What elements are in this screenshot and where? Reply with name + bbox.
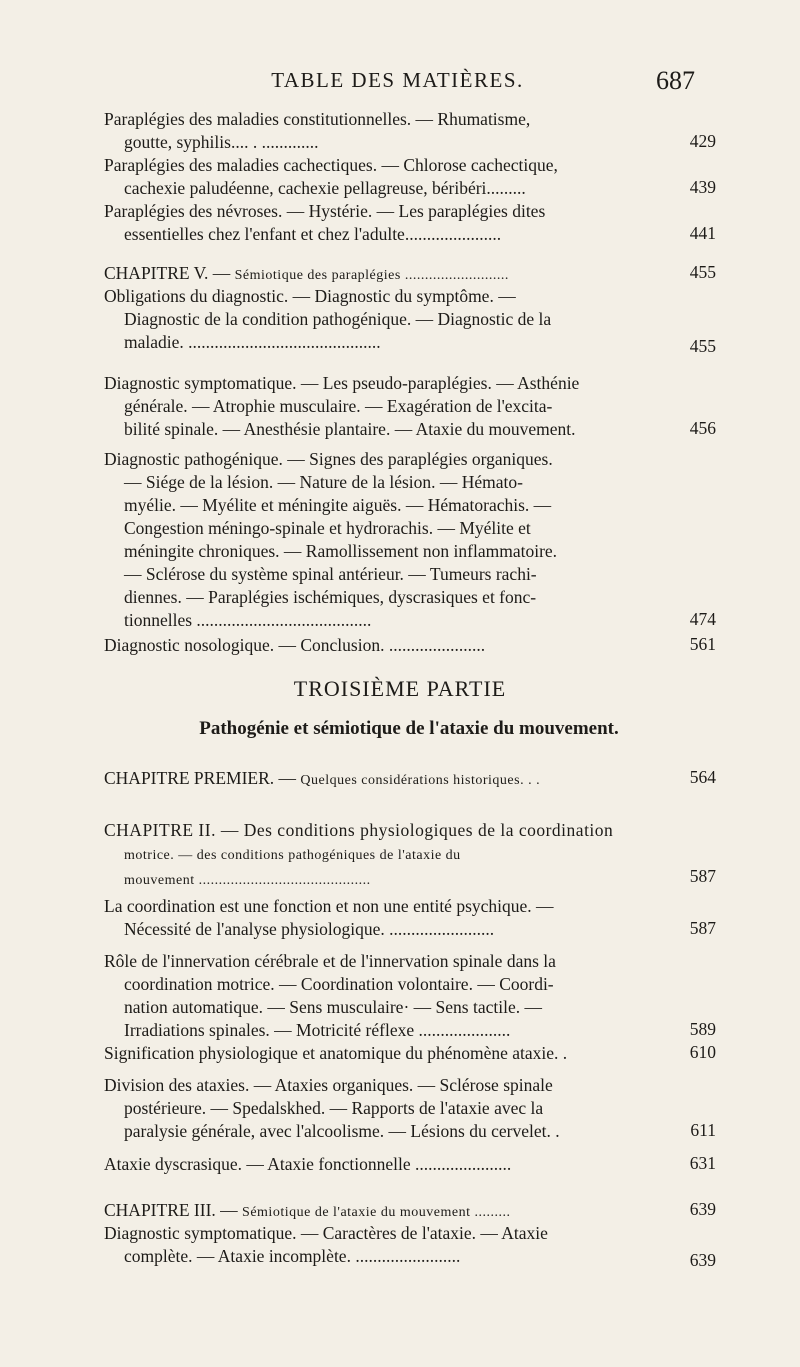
toc-entry-text: coordination motrice. — Coordination volontaire. — Coordi- [124,974,554,994]
toc-entry-text: Nécessité de l'analyse physiologique. ........................ [124,919,495,939]
toc-entry-text: méningite chroniques. — Ramollissement non inflammatoire. [124,541,558,561]
toc-entry-text: Diagnostic pathogénique. — Signes des paraplégies organiques. [104,449,553,469]
toc-entry-text: Diagnostic de la condition pathogénique. — Diagnostic de la [124,309,552,329]
toc-page-number: 564 [689,767,716,787]
toc-entry [104,154,652,200]
toc-entry [104,1153,652,1176]
toc-entry [104,372,652,441]
toc-entry-text: Obligations du diagnostic. — Diagnostic du symptôme. — [104,286,516,306]
toc-entry-text: — Siége de la lésion. — Nature de la lésion. — Hémato- [124,472,523,492]
toc-entry-text: goutte, syphilis.... . ............. [124,132,319,152]
page-folio: 687 [656,66,695,95]
toc-entry-text: diennes. — Paraplégies ischémiques, dyscrasiques et fonc- [124,587,537,607]
toc-entry [104,634,652,657]
toc-entry-text: maladie. ............................................ [124,332,381,352]
toc-entry-text: Paraplégies des névroses. — Hystérie. — Les paraplégies dites [104,201,546,221]
chapter-label: CHAPITRE III. — [104,1200,238,1220]
toc-entry [104,108,652,154]
toc-page-number: 631 [689,1153,716,1173]
chapter-title: mouvement ........................................... [124,873,371,888]
toc-entry-text: essentielles chez l'enfant et chez l'adulte...................... [124,224,502,244]
running-title: TABLE DES MATIÈRES. [271,68,524,92]
toc-page-number: 439 [689,177,716,197]
chapter-heading [104,1199,664,1224]
toc-entry-text: nation automatique. — Sens musculaire· — Sens tactile. — [124,997,542,1017]
chapter-label: CHAPITRE PREMIER. — [104,768,297,788]
toc-entry-text: Paraplégies des maladies cachectiques. — Chlorose cachectique, [104,155,558,175]
toc-page-number: 456 [689,418,716,438]
toc-entry-text: postérieure. — Spedalskhed. — Rapports de l'ataxie avec la [124,1098,544,1118]
toc-page-number: 561 [689,634,716,654]
toc-page-number: 610 [689,1042,716,1062]
toc-entry-text: complète. — Ataxie incomplète. ........................ [124,1246,461,1266]
toc-entry-text: myélie. — Myélite et méningite aiguës. — Hématorachis. — [124,495,552,515]
toc-entry-text: Irradiations spinales. — Motricité réflexe ..................... [124,1020,511,1040]
running-head [100,66,695,100]
toc-entry [104,200,652,246]
toc-entry-text: cachexie paludéenne, cachexie pellagreuse, béribéri......... [124,178,526,198]
toc-entry [104,950,652,1042]
toc-page-number: 611 [690,1120,716,1140]
toc-page-number: 455 [689,262,716,282]
toc-entry-text: Congestion méningo-spinale et hydrorachis. — Myélite et [124,518,531,538]
chapter-title: Quelques considérations historiques. . . [300,773,541,788]
chapter-label: CHAPITRE V. — [104,263,231,283]
toc-page-number: 429 [689,131,716,151]
chapter-heading [104,262,664,287]
toc-entry-text: Rôle de l'innervation cérébrale et de l'innervation spinale dans la [104,951,556,971]
toc-page-number: 455 [689,336,716,356]
toc-page-number: 587 [689,918,716,938]
toc-entry [104,1042,652,1065]
toc-entry-text: Diagnostic symptomatique. — Caractères de l'ataxie. — Ataxie [104,1223,548,1243]
chapter-title: CHAPITRE II. — Des conditions physiologiques de la coordination [104,820,614,840]
toc-entry-text: Division des ataxies. — Ataxies organiques. — Sclérose spinale [104,1075,553,1095]
toc-entry-text: paralysie générale, avec l'alcoolisme. — Lésions du cervelet. . [124,1121,560,1141]
toc-page-number: 589 [689,1019,716,1039]
toc-entry-text: La coordination est une fonction et non une entité psychique. — [104,896,554,916]
toc-entry [104,1074,652,1143]
toc-entry-text: Ataxie dyscrasique. — Ataxie fonctionnelle ...................... [104,1154,512,1174]
chapter-heading [104,767,664,792]
toc-page-number: 587 [689,866,716,886]
chapter-title: motrice. — des conditions pathogéniques de l'ataxie du [124,848,461,863]
toc-entry-text: tionnelles ........................................ [124,610,372,630]
toc-entry [104,1222,652,1268]
toc-entry-text: Diagnostic symptomatique. — Les pseudo-paraplégies. — Asthénie [104,373,580,393]
toc-entry-text: générale. — Atrophie musculaire. — Exagération de l'excita- [124,396,553,416]
toc-page-number: 474 [689,609,716,629]
toc-entry-text: Paraplégies des maladies constitutionnelles. — Rhumatisme, [104,109,531,129]
toc-page-number: 441 [689,223,716,243]
toc-entry-text: bilité spinale. — Anesthésie plantaire. — Ataxie du mouvement. [124,419,576,439]
toc-page-number: 639 [689,1250,716,1270]
part-subtitle: Pathogénie et sémiotique de l'ataxie du mouvement. [199,718,619,739]
toc-entry [104,448,652,632]
toc-entry-text: — Sclérose du système spinal antérieur. — Tumeurs rachi- [124,564,537,584]
toc-entry [104,895,652,941]
toc-entry-text: Diagnostic nosologique. — Conclusion. ...................... [104,635,486,655]
toc-entry [104,285,652,354]
toc-page-number: 639 [689,1199,716,1219]
chapter-heading [104,819,664,892]
toc-entry-text: Signification physiologique et anatomique du phénomène ataxie. . [104,1043,568,1063]
chapter-title: Sémiotique des paraplégies .......................... [234,268,509,283]
chapter-title: Sémiotique de l'ataxie du mouvement ......... [242,1205,511,1220]
part-title: TROISIÈME PARTIE [293,676,507,701]
